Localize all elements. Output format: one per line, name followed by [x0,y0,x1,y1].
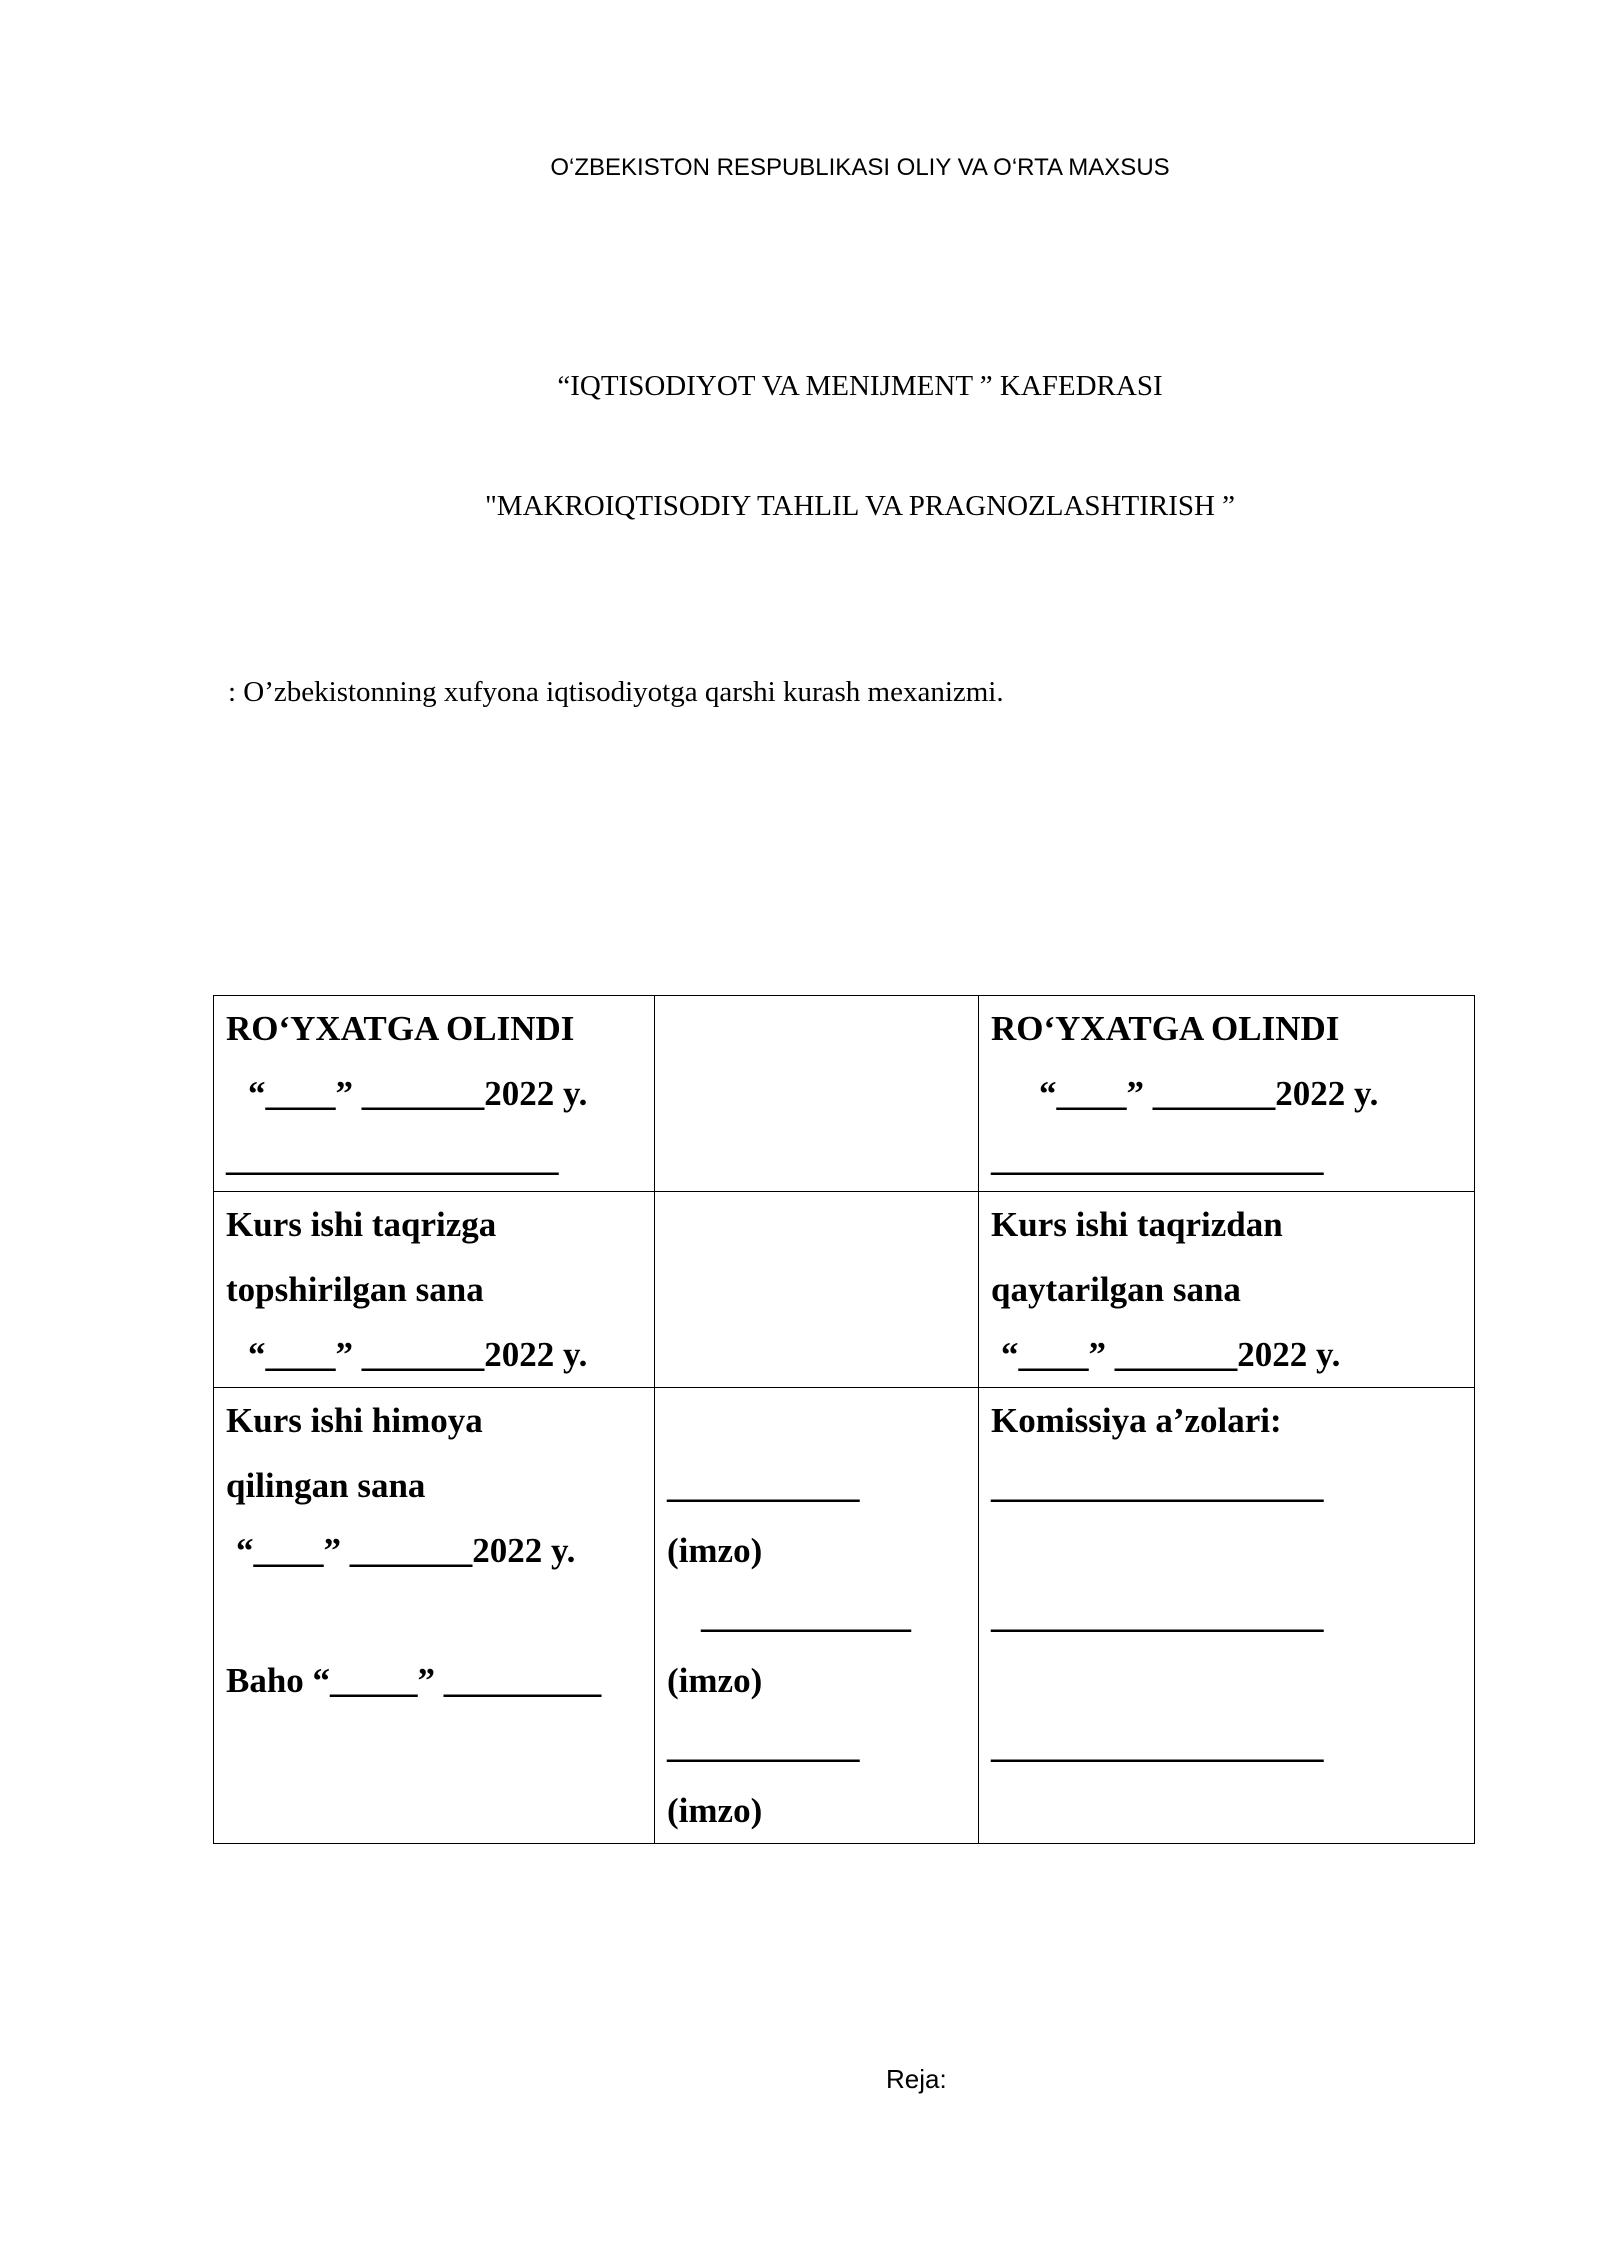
subject-heading: "MAKROIQTISODIY TAHLIL VA PRAGNOZLASHTIRISH ” [484,490,1236,522]
return-date: “____” _______2022 y. [1001,1335,1341,1374]
registration-cell-left [214,996,655,1192]
defense-label: Kurs ishi himoya [226,1401,483,1440]
table-row [214,996,1475,1192]
signature-line: ____________ [701,1596,911,1635]
empty-cell [655,1192,979,1388]
commission-label: Komissiya a’zolari: [991,1401,1282,1440]
registration-title: RO‘YXATGA OLINDI [226,1009,575,1048]
registration-cell-right [979,996,1475,1192]
signature-caption: (imzo) [667,1661,763,1700]
signatures-cell [655,1388,979,1844]
signature-line: ___________________ [991,1466,1324,1505]
topic-line: : O’zbekistonning xufyona iqtisodiyotga qarshi kurash mexanizmi. [228,676,1004,708]
submission-date: “____” _______2022 y. [248,1335,588,1374]
plan-heading: Reja: [886,2064,947,2094]
submission-label: Kurs ishi taqrizga [226,1205,497,1244]
grade-line: Baho “_____” _________ [226,1661,602,1700]
submission-cell [214,1192,655,1388]
spacer-line [991,1518,1462,1583]
commission-cell [979,1388,1475,1844]
signature-caption: (imzo) [667,1531,763,1570]
department-heading: “IQTISODIYOT VA MENIJMENT ” KAFEDRASI [557,370,1163,402]
signature-caption: (imzo) [667,1791,763,1830]
signature-line: ___________________ [991,1596,1324,1635]
registration-date: “____” _______2022 y. [1039,1074,1379,1113]
registration-title: RO‘YXATGA OLINDI [991,1009,1340,1048]
signature-line: ___________ [667,1726,860,1765]
return-cell [979,1192,1475,1388]
signature-line: ___________________ [991,1139,1324,1178]
signature-line: ___________________ [991,1726,1324,1765]
signature-line: ___________ [667,1466,860,1505]
return-label-cont: qaytarilgan sana [991,1270,1241,1309]
empty-cell [655,996,979,1192]
signature-line: ___________________ [226,1139,559,1178]
defense-cell [214,1388,655,1844]
spacer-line [991,1648,1462,1713]
defense-date: “____” _______2022 y. [236,1531,576,1570]
return-label: Kurs ishi taqrizdan [991,1205,1283,1244]
ministry-heading: O‘ZBEKISTON RESPUBLIKASI OLIY VA O‘RTA MAXSUS [550,154,1170,181]
spacer-line [667,1388,966,1453]
registration-date: “____” _______2022 y. [248,1074,588,1113]
table-row [214,1388,1475,1844]
registration-table [213,995,1475,1844]
submission-label-cont: topshirilgan sana [226,1270,484,1309]
table-row [214,1192,1475,1388]
defense-label-cont: qilingan sana [226,1466,426,1505]
spacer-line [226,1583,642,1648]
